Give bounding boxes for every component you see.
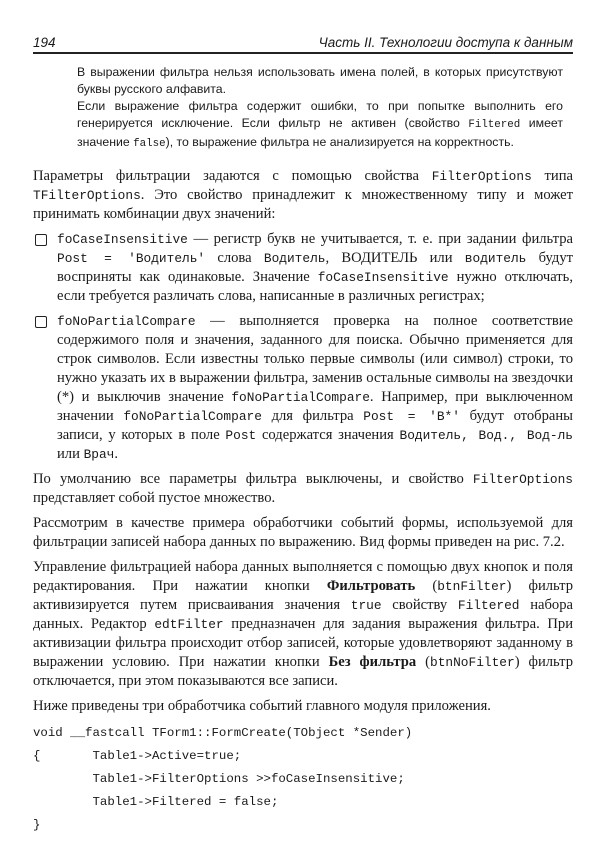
note-block [77,64,563,153]
handlers-paragraph: Ниже приведены три обработчика событий главного модуля приложения. [33,698,491,714]
code-listing [33,722,573,837]
body-text [33,167,573,837]
code-line: Table1->Filtered = false; [33,795,279,809]
book-page [33,30,573,837]
note-paragraph-2: Если выражение фильтра содержит ошибки, то при попытке выполнить его генерируется исключение. Если фильтр не активен (свойство Filtered имеет значение false), то выражение фильтра не анализируется на корректность. [77,99,563,150]
chapter-title: Часть II. Технологии доступа к данным [318,35,573,50]
code-line: Table1->FilterOptions >>foCaseInsensitive; [33,772,405,786]
default-paragraph: По умолчанию все параметры фильтра выключены, и свойство FilterOptions представляет собой пустое множество. [33,471,573,506]
list-item: foNoPartialCompare — выполняется проверка на полное соответствие содержимого поля и значения, заданного для поиска. Обычно применяется для строк символов. Если известны только первые символы (или символ) строки, то нужно указать их в выражении фильтра, заменив остальные символы на звездочки (*) и выключив значение foNoPartialCompare. Например, при выключенном значении foNoPartialCompare для фильтра Post = 'B*' будут отобраны записи, у которых в поле Post содержатся значения Водитель, Вод., Вод-ль или Врач. [33,312,573,464]
checkbox-bullet-icon [35,316,47,328]
intro-paragraph: Параметры фильтрации задаются с помощью свойства FilterOptions типа TFilterOptions. Это свойство принадлежит к множественному типу и может принимать комбинации двух значений: [33,168,574,222]
list-item: foCaseInsensitive — регистр букв не учитывается, т. е. при задании фильтра Post = 'Водитель' слова Водитель, ВОДИТЕЛЬ или водитель будут восприняты как одинаковые. Значение foCaseInsensitive нужно отключать, если требуется различать слова, написанные в различных регистрах; [33,230,573,306]
example-paragraph: Рассмотрим в качестве примера обработчики событий формы, используемой для фильтрации записей набора данных по выражению. Вид формы приведен на рис. 7.2. [33,515,573,550]
control-paragraph: Управление фильтрацией набора данных выполняется с помощью двух кнопок и поля редактирования. При нажатии кнопки Фильтровать (btnFilter) фильтр активизируется путем присваивания значения true свойству Filtered набора данных. Редактор edtFilter предназначен для задания выражения фильтра. При активизации фильтра происходит отбор записей, которые удовлетворяют заданному в выражении условию. При нажатии кнопки Без фильтра (btnNoFilter) фильтр отключается, при этом показываются все записи. [33,559,574,689]
page-number: 194 [33,35,56,50]
page-header [33,30,573,54]
code-line: } [33,818,41,832]
code-line: { Table1->Active=true; [33,749,242,763]
note-paragraph-1: В выражении фильтра нельзя использовать имена полей, в которых присутствуют буквы русского алфавита. [77,65,563,96]
code-line: void __fastcall TForm1::FormCreate(TObject *Sender) [33,726,413,740]
checkbox-bullet-icon [35,234,47,246]
